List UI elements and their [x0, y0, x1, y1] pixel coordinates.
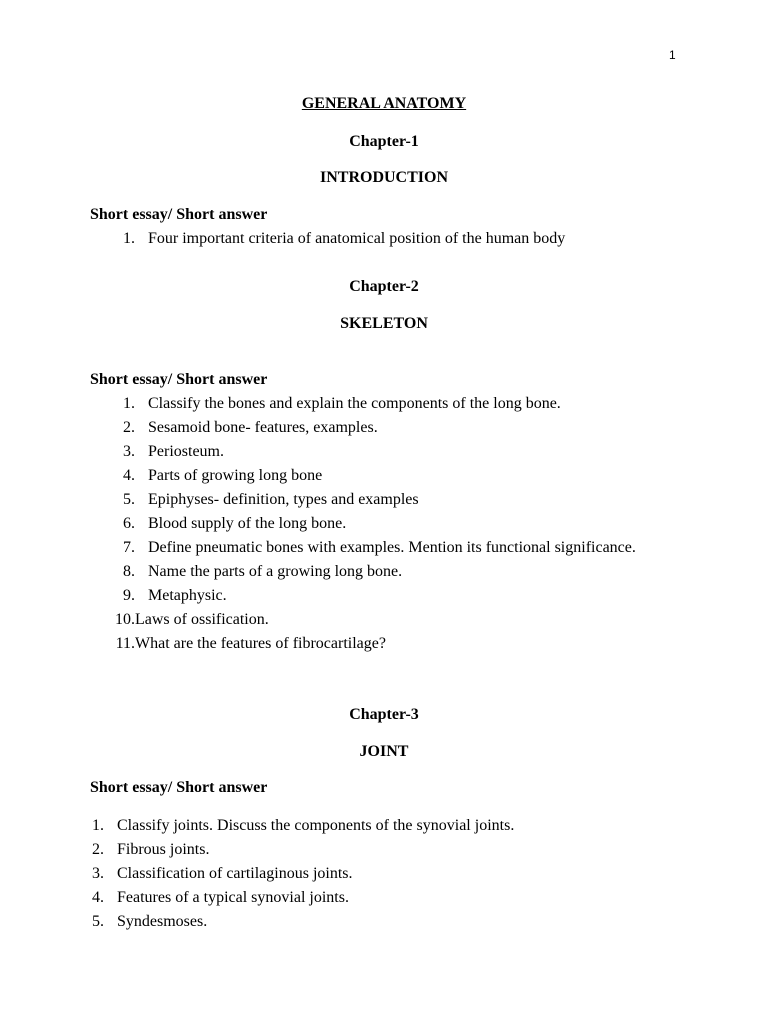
list-item-text: Four important criteria of anatomical position of the human body	[148, 230, 566, 247]
chapter-1-section-heading: Short essay/ Short answer	[90, 206, 268, 223]
list-item-number: 10.	[115, 611, 135, 628]
list-item-text: Fibrous joints.	[117, 841, 210, 858]
list-item-number: 6.	[123, 515, 135, 532]
page-number: 1	[669, 48, 676, 62]
list-item-number: 3.	[92, 865, 104, 882]
list-item	[103, 490, 636, 514]
list-item-number: 7.	[123, 539, 135, 556]
list-item-text: Classify joints. Discuss the components of the synovial joints.	[117, 817, 515, 834]
list-item-text: Features of a typical synovial joints.	[117, 889, 349, 906]
list-item-text: Syndesmoses.	[117, 913, 208, 930]
list-item-text: Epiphyses- definition, types and examples	[148, 491, 419, 508]
chapter-3-section-heading: Short essay/ Short answer	[90, 779, 268, 796]
list-item	[90, 888, 514, 912]
chapter-2-label: Chapter-2	[349, 278, 419, 295]
list-item-text: Blood supply of the long bone.	[148, 515, 347, 532]
list-item	[90, 840, 514, 864]
list-item-number: 4.	[92, 889, 104, 906]
list-item-text: Classify the bones and explain the components of the long bone.	[148, 395, 561, 412]
chapter-1-label: Chapter-1	[349, 133, 419, 150]
list-item	[90, 912, 514, 936]
list-item-text: Laws of ossification.	[135, 611, 269, 628]
list-item-text: Classification of cartilaginous joints.	[117, 865, 353, 882]
list-item-number: 3.	[123, 443, 135, 460]
list-item-number: 1.	[92, 817, 104, 834]
list-item-number: 1.	[123, 395, 135, 412]
list-item	[103, 514, 636, 538]
chapter-1-question-list	[103, 229, 565, 253]
list-item-number: 4.	[123, 467, 135, 484]
list-item-text: Name the parts of a growing long bone.	[148, 563, 403, 580]
list-item	[103, 610, 636, 634]
list-item	[103, 442, 636, 466]
list-item-text: Parts of growing long bone	[148, 467, 323, 484]
list-item	[103, 538, 636, 562]
list-item-text: Periosteum.	[148, 443, 224, 460]
list-item	[90, 816, 514, 840]
list-item-text: Sesamoid bone- features, examples.	[148, 419, 378, 436]
document-title	[0, 94, 768, 114]
chapter-3-question-list	[90, 816, 514, 936]
chapter-2-section-heading: Short essay/ Short answer	[90, 371, 268, 388]
list-item-number: 11.	[115, 635, 135, 652]
list-item	[90, 864, 514, 888]
list-item-number: 2.	[123, 419, 135, 436]
document-title-text: GENERAL ANATOMY	[301, 95, 467, 112]
chapter-3-name: JOINT	[359, 743, 409, 760]
list-item-text: Define pneumatic bones with examples. Mention its functional significance.	[148, 539, 636, 556]
list-item-number: 2.	[92, 841, 104, 858]
list-item	[103, 466, 636, 490]
list-item	[103, 418, 636, 442]
chapter-2-question-list	[103, 394, 636, 658]
list-item-number: 1.	[123, 230, 135, 247]
list-item	[103, 229, 565, 253]
list-item-number: 8.	[123, 563, 135, 580]
list-item	[103, 586, 636, 610]
chapter-3-label: Chapter-3	[349, 706, 419, 723]
list-item	[103, 634, 636, 658]
chapter-2-name: SKELETON	[340, 315, 428, 332]
list-item-number: 9.	[123, 587, 135, 604]
list-item-number: 5.	[123, 491, 135, 508]
list-item-text: Metaphysic.	[148, 587, 227, 604]
list-item	[103, 562, 636, 586]
chapter-1-name: INTRODUCTION	[319, 169, 448, 186]
list-item-text: What are the features of fibrocartilage?	[135, 635, 386, 652]
list-item	[103, 394, 636, 418]
list-item-number: 5.	[92, 913, 104, 930]
